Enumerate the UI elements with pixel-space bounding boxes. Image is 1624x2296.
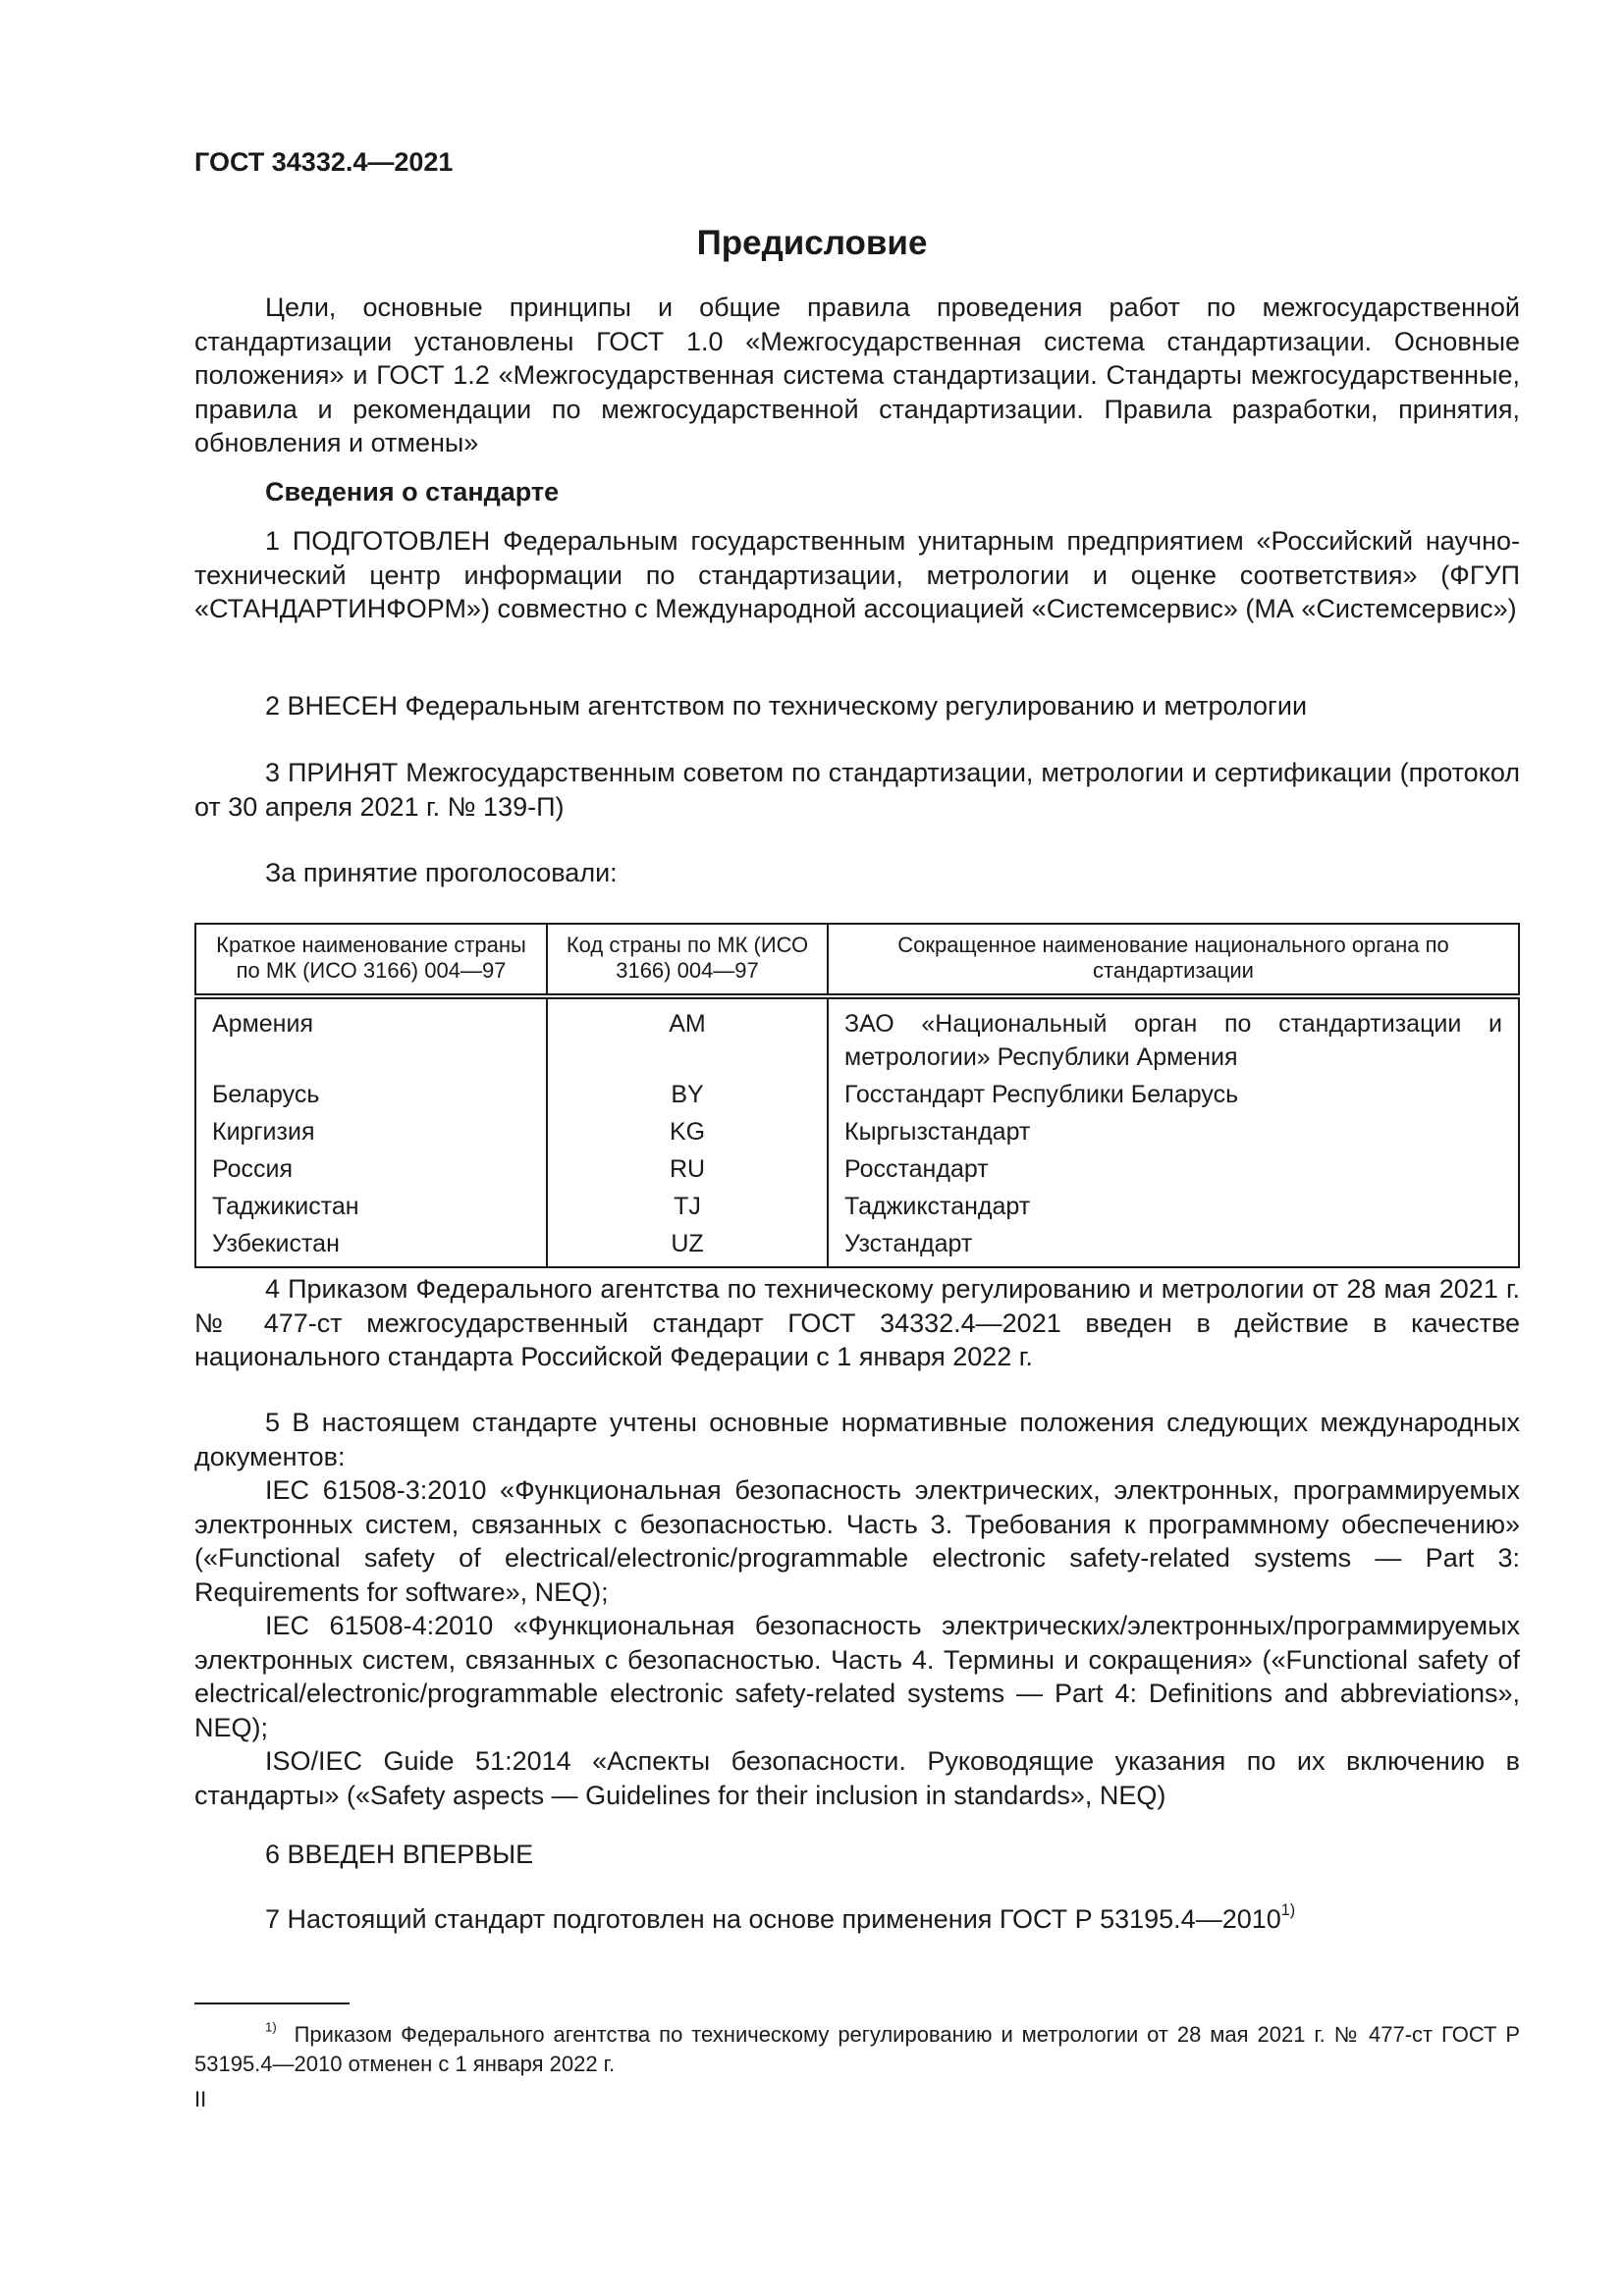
item-5-iec-61508-4: IEC 61508-4:2010 «Функциональная безопасность электрических/электронных/программируемых электронных систем, связанных с безопасностью. Часть 4. Термины и сокращения» («Functional safety of electrical/electronic/programmable electronic safety-related systems — Part 4: Definitions and abbreviations», NEQ); bbox=[194, 1611, 1520, 1742]
table-row bbox=[195, 1188, 1519, 1225]
country-name: Россия bbox=[195, 1150, 547, 1188]
country-name: Армения bbox=[195, 996, 547, 1076]
national-body: Госстандарт Республики Беларусь bbox=[828, 1076, 1519, 1113]
item-2: 2 ВНЕСЕН Федеральным агентством по техническому регулированию и метрологии bbox=[265, 691, 1308, 721]
country-code: BY bbox=[547, 1076, 828, 1113]
item-7 bbox=[194, 1902, 1520, 1937]
national-body: Таджикстандарт bbox=[828, 1188, 1519, 1225]
national-body: Кыргызстандарт bbox=[828, 1113, 1519, 1150]
country-name: Киргизия bbox=[195, 1113, 547, 1150]
voted-label: За принятие проголосовали: bbox=[265, 858, 618, 887]
table-row bbox=[195, 996, 1519, 1076]
national-body: ЗАО «Национальный орган по стандартизации и метрологии» Республики Армения bbox=[828, 996, 1519, 1076]
item-4: 4 Приказом Федерального агентства по техническому регулированию и метрологии от 28 мая 2021 г. № 477-ст межгосударственный стандарт ГОСТ 34332.4—2021 введен в действие в качестве национального стандарта Российской Федерации с 1 января 2022 г. bbox=[194, 1274, 1520, 1371]
footnote-text: Приказом Федерального агентства по техническому регулированию и метрологии от 28 мая 2021 г. № 477-ст ГОСТ Р 53195.4—2010 отменен с 1 января 2022 г. bbox=[194, 2022, 1520, 2076]
item-5-iso-guide-51: ISO/IEC Guide 51:2014 «Аспекты безопасности. Руководящие указания по их включению в стандарты» («Safety aspects — Guidelines for their inclusion in standards», NEQ) bbox=[194, 1746, 1520, 1810]
country-code: AM bbox=[547, 996, 828, 1076]
country-code: KG bbox=[547, 1113, 828, 1150]
footnote-reference: 1) bbox=[1280, 1901, 1296, 1920]
page-number: II bbox=[194, 2087, 207, 2111]
table-row bbox=[195, 1150, 1519, 1188]
item-5-iec-61508-3: IEC 61508-3:2010 «Функциональная безопасность электрических, электронных, программируемых электронных систем, связанных с безопасностью. Часть 3. Требования к программному обеспечению» («Functional safety of electrical/electronic/programmable electronic safety-related systems — Part 3: Requirements for software», NEQ); bbox=[194, 1475, 1520, 1607]
item-6: 6 ВВЕДЕН ВПЕРВЫЕ bbox=[265, 1840, 534, 1869]
table-header-row bbox=[195, 924, 1519, 996]
country-name: Беларусь bbox=[195, 1076, 547, 1113]
header-country-name: Краткое наименование страны по МК (ИСО 3166) 004—97 bbox=[195, 924, 547, 996]
page-title: Предисловие bbox=[696, 224, 928, 262]
table-row bbox=[195, 1076, 1519, 1113]
national-body: Узстандарт bbox=[828, 1225, 1519, 1267]
country-code: RU bbox=[547, 1150, 828, 1188]
header-national-body: Сокращенное наименование национального органа по стандартизации bbox=[828, 924, 1519, 996]
country-code: UZ bbox=[547, 1225, 828, 1267]
document-header: ГОСТ 34332.4—2021 bbox=[194, 147, 454, 177]
national-body: Росстандарт bbox=[828, 1150, 1519, 1188]
intro-paragraph: Цели, основные принципы и общие правила проведения работ по межгосударственной стандартизации установлены ГОСТ 1.0 «Межгосударственная система стандартизации. Основные положения» и ГОСТ 1.2 «Межгосударственная система стандартизации. Стандарты межгосударственные, правила и рекомендации по межгосударственной стандартизации. Правила разработки, принятия, обновления и отмены» bbox=[194, 293, 1520, 457]
item-3: 3 ПРИНЯТ Межгосударственным советом по стандартизации, метрологии и сертификации (протокол от 30 апреля 2021 г. № 139-П) bbox=[194, 758, 1520, 822]
country-code: TJ bbox=[547, 1188, 828, 1225]
voting-table bbox=[194, 923, 1520, 1268]
country-name: Таджикистан bbox=[195, 1188, 547, 1225]
footnote-mark: 1) bbox=[265, 2019, 277, 2035]
standard-info-heading: Сведения о стандарте bbox=[265, 477, 560, 507]
country-name: Узбекистан bbox=[195, 1225, 547, 1267]
header-country-code: Код страны по МК (ИСО 3166) 004—97 bbox=[547, 924, 828, 996]
item-1: 1 ПОДГОТОВЛЕН Федеральным государственным унитарным предприятием «Российский научно-технический центр информации по стандартизации, метрологии и оценке соответствия» (ФГУП «СТАНДАРТИНФОРМ») совместно с Международной ассоциацией «Системсервис» (МА «Системсервис») bbox=[194, 526, 1520, 623]
item-7-text: 7 Настоящий стандарт подготовлен на основе применения ГОСТ Р 53195.4—2010 bbox=[265, 1904, 1281, 1934]
footnote bbox=[194, 2020, 1520, 2079]
footnote-rule bbox=[194, 2002, 350, 2004]
table-row bbox=[195, 1113, 1519, 1150]
table-row bbox=[195, 1225, 1519, 1267]
item-5: 5 В настоящем стандарте учтены основные нормативные положения следующих международных документов: IEC 61508-3:2010 «Функциональная безопасность электрических, электронных, программируемых электронных систем, связанных с безопасностью. Часть 3. Требования к программному обеспечению» («Functional safety of electrical/electronic/programmable electronic safety-related systems — Part 3: Requirements for software», NEQ); IEC 61508-4:2010 «Функциональная безопасность электрических/электронных/программируемых электронных систем, связанных с безопасностью. Часть 4. Термины и сокращения» («Functional safety of electrical/electronic/programmable electronic safety-related systems — Part 4: Definitions and abbreviations», NEQ); ISO/IEC Guide 51:2014 «Аспекты безопасности. Руководящие указания по их включению в стандарты» («Safety aspects — Guidelines for their inclusion in standards», NEQ) bbox=[194, 1406, 1520, 1812]
